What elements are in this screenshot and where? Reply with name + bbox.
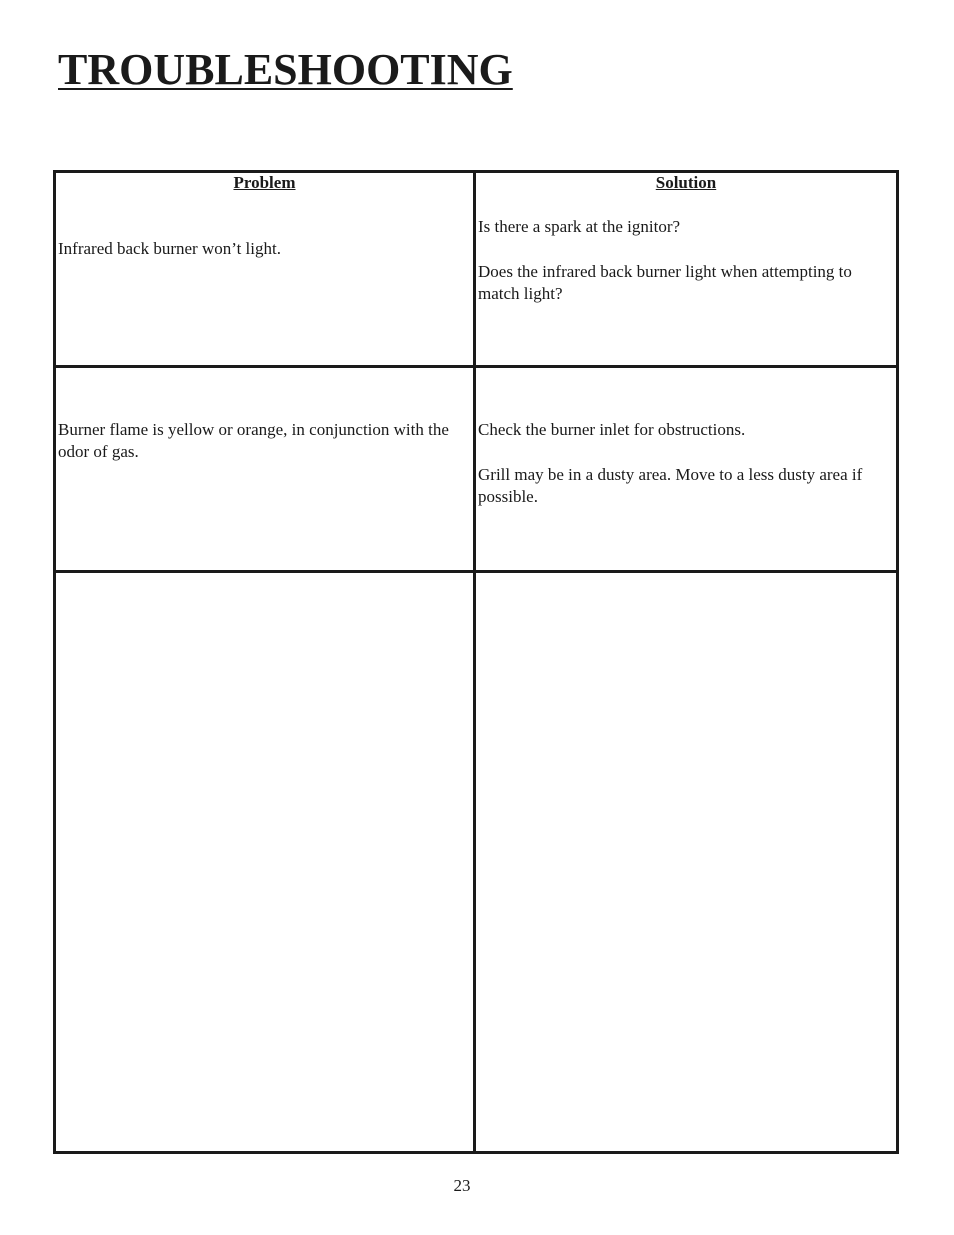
page-title: TROUBLESHOOTING — [58, 45, 513, 94]
problem-cell — [55, 367, 475, 572]
solution-cell — [475, 367, 898, 572]
troubleshooting-table — [53, 170, 899, 1154]
solution-cell — [475, 172, 898, 367]
solution-cell — [475, 572, 898, 1153]
solution-text: Check the burner inlet for obstructions. — [478, 420, 746, 439]
solution-text: Grill may be in a dusty area. Move to a less dusty area if possible. — [478, 465, 863, 506]
table-row — [55, 172, 898, 367]
table-row — [55, 572, 898, 1153]
solution-header: Solution — [655, 173, 717, 192]
solution-text: Is there a spark at the ignitor? — [478, 217, 681, 236]
table-row — [55, 367, 898, 572]
problem-text: Burner flame is yellow or orange, in conjunction with the odor of gas. — [58, 420, 449, 461]
problem-cell — [55, 172, 475, 367]
page-number: 23 — [453, 1176, 471, 1195]
problem-cell — [55, 572, 475, 1153]
problem-header: Problem — [233, 173, 296, 192]
solution-text: Does the infrared back burner light when attempting to match light? — [478, 262, 852, 303]
problem-text: Infrared back burner won’t light. — [58, 239, 281, 258]
